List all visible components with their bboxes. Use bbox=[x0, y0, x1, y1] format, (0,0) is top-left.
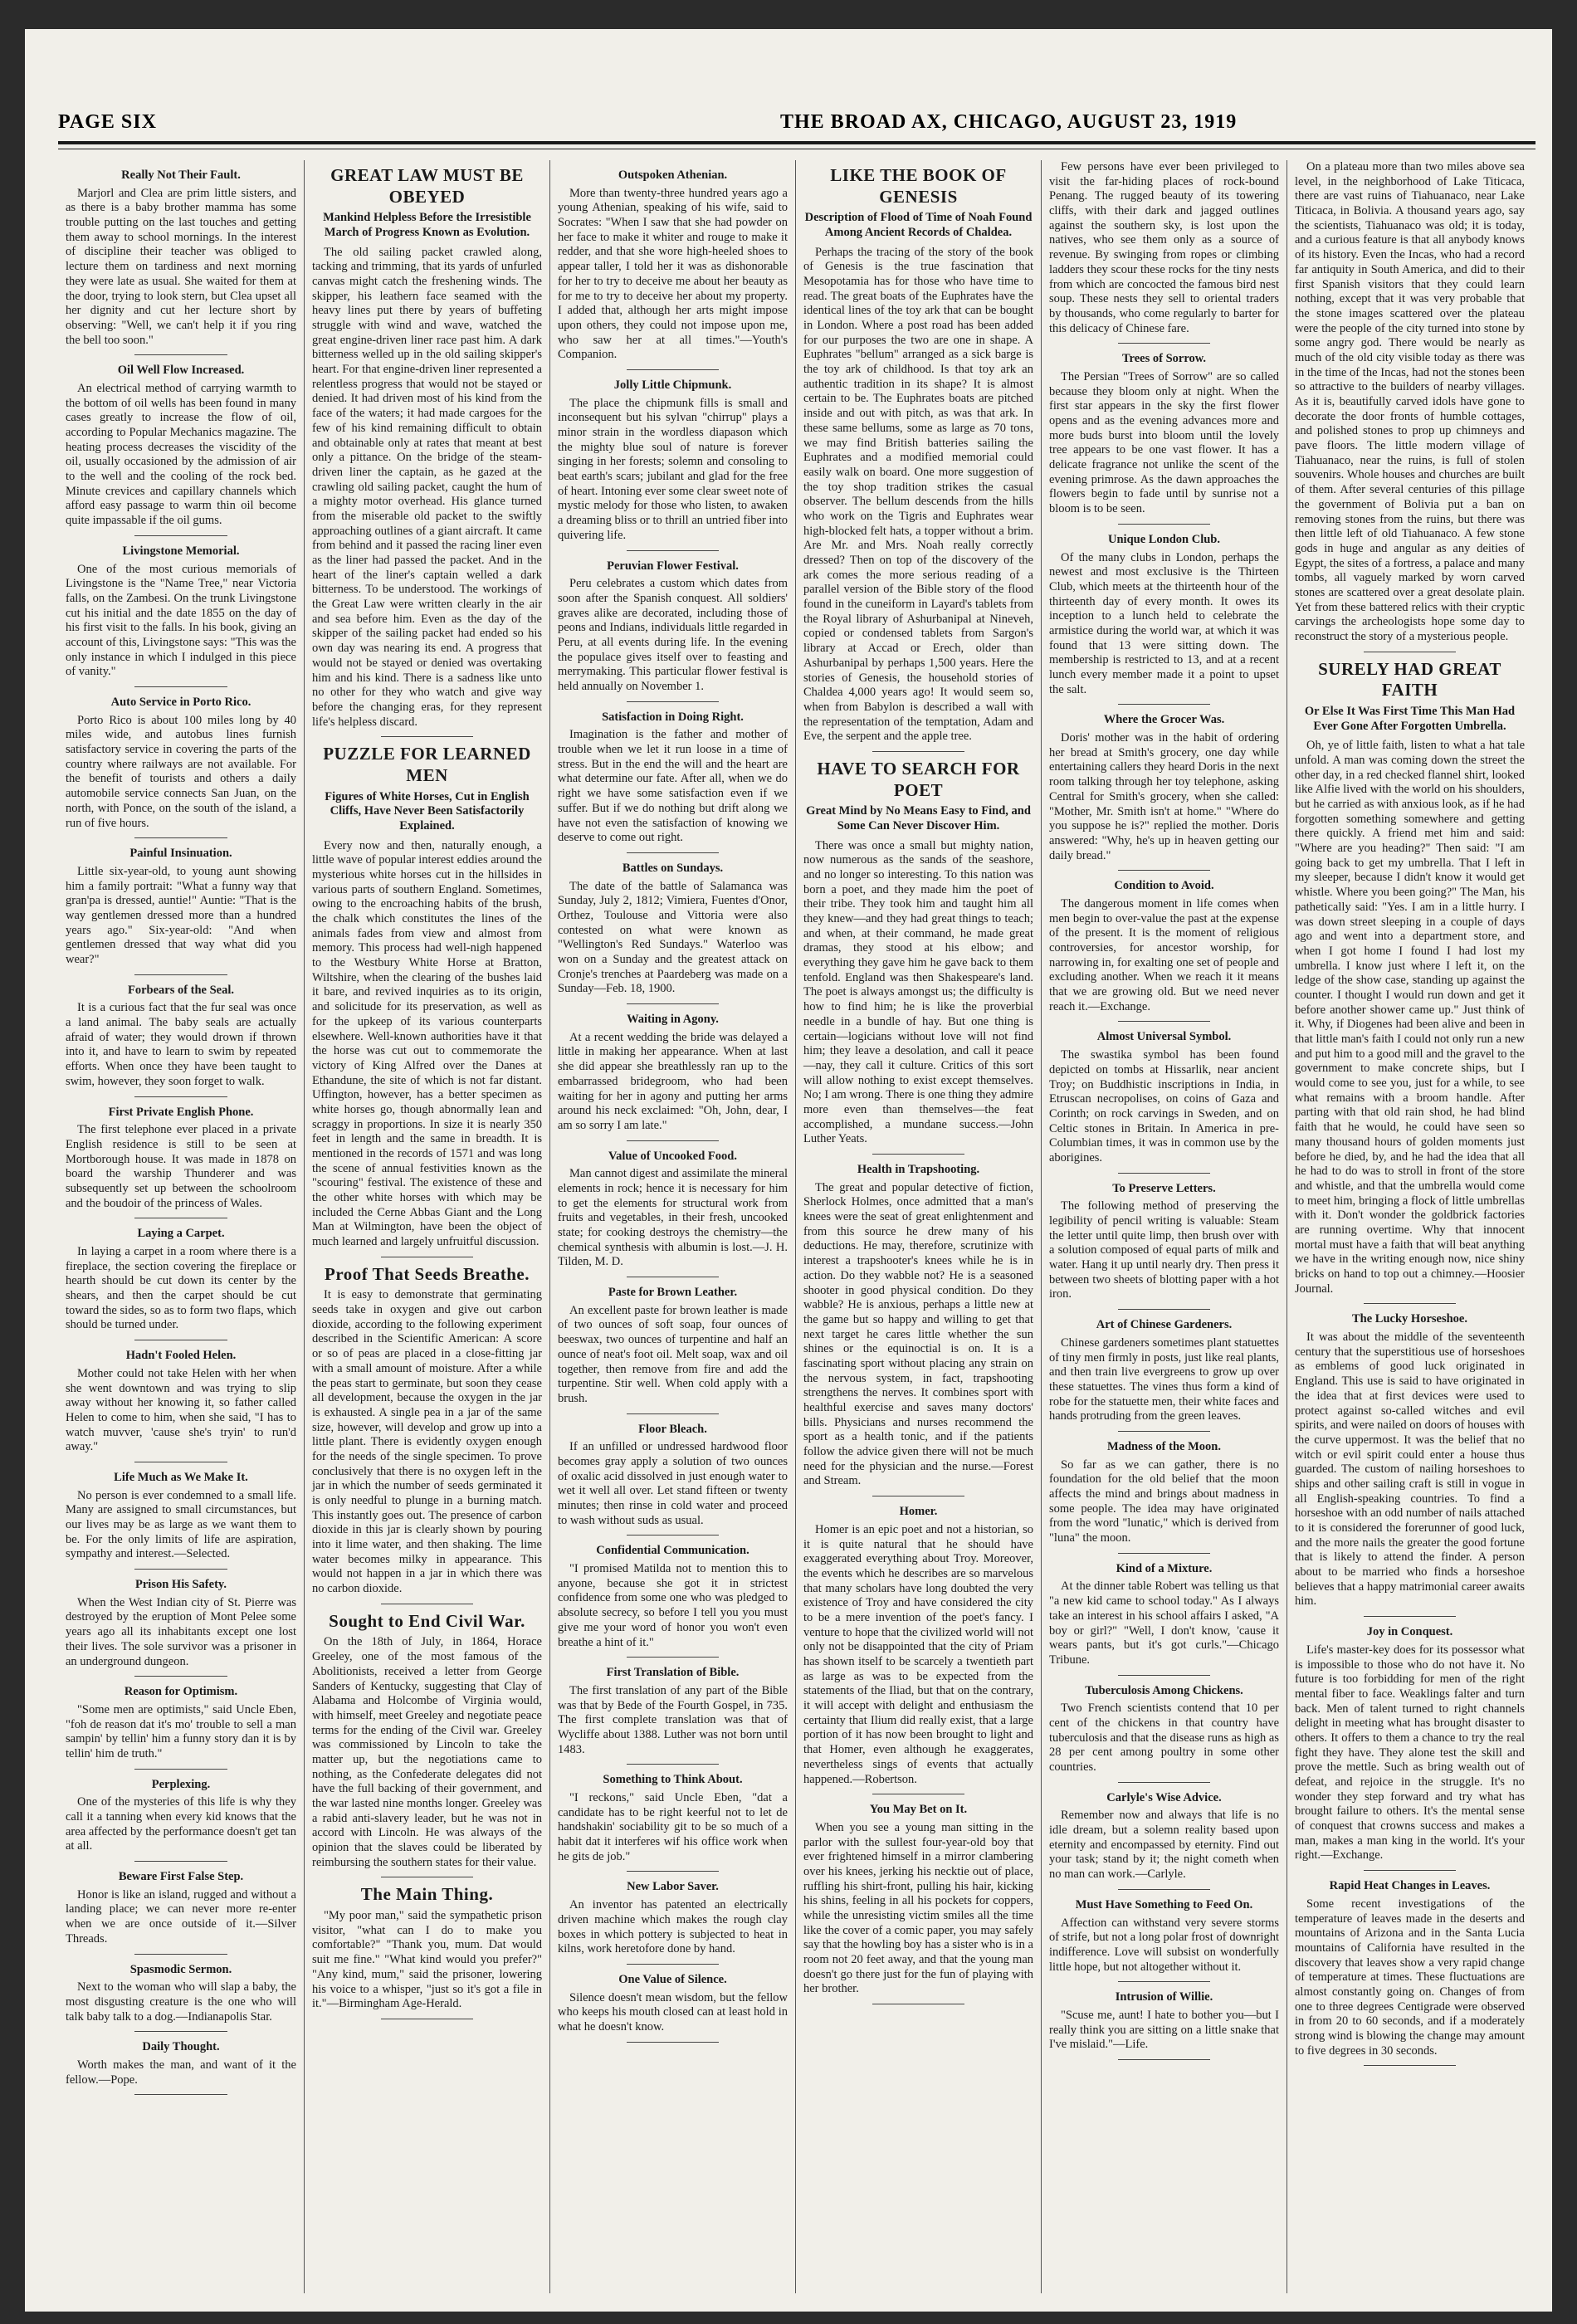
article-body: Two French scientists contend that 10 per cent of the chickens in that country have tuberculosis and that the disease runs as high as 28 per cent among poultry in some other countries. bbox=[1049, 1702, 1279, 1774]
article-heading: Health in Trapshooting. bbox=[857, 1163, 980, 1176]
article bbox=[1049, 1684, 1279, 1783]
article bbox=[803, 1803, 1033, 2004]
article bbox=[558, 1286, 788, 1414]
article-heading: First Translation of Bible. bbox=[606, 1666, 740, 1680]
article-heading: Waiting in Agony. bbox=[627, 1013, 719, 1027]
article bbox=[66, 544, 296, 687]
article bbox=[66, 1349, 296, 1462]
article-heading: Satisfaction in Doing Right. bbox=[602, 710, 744, 724]
article-divider bbox=[134, 1769, 227, 1770]
article-heading: Homer. bbox=[899, 1505, 938, 1519]
article-body: It is a curious fact that the fur seal was once a land animal. The baby seals are actually afraid of water; they would drown if thrown into it, and have to learn to swim by repeated efforts. When once they have been taught to swim, however, they soon forget to walk. bbox=[66, 1001, 296, 1088]
article bbox=[1049, 1791, 1279, 1890]
article-heading: Carlyle's Wise Advice. bbox=[1106, 1790, 1222, 1804]
article-heading: Spasmodic Sermon. bbox=[129, 1962, 232, 1976]
article-heading: Madness of the Moon. bbox=[1107, 1439, 1221, 1453]
column-3 bbox=[549, 160, 795, 2293]
article-divider bbox=[134, 354, 227, 355]
article-heading: Almost Universal Symbol. bbox=[1096, 1030, 1232, 1044]
article-heading: Hadn't Fooled Helen. bbox=[125, 1349, 237, 1363]
article-divider bbox=[627, 1964, 719, 1965]
article bbox=[558, 1423, 788, 1536]
article-body: Man cannot digest and assimilate the mineral elements in rock; hence it is necessary for him to get the elements for structural work from fruits and vegetables, in their fresh, uncooked state; for cooking destroys the chemistry—the chemical synthesis with albumin is lost.—J. H. Tilden, M. D. bbox=[558, 1167, 788, 1269]
article bbox=[1295, 1879, 1525, 2066]
article bbox=[1049, 1318, 1279, 1432]
article-body: The Persian "Trees of Sorrow" are so called because they bloom only at night. When the first star appears in the sky the first flower opens and as the evening advances more and more buds burst into bloom until the lovely tree appears to be one vast flower. It has a delicate fragrance not unlike the scent of the evening primrose. As the dawn approaches the flowers begin to fade until by sunrise not a bloom is to be seen. bbox=[1049, 369, 1279, 516]
article bbox=[1049, 713, 1279, 871]
article-divider bbox=[1118, 1553, 1210, 1554]
article bbox=[558, 1013, 788, 1141]
article-divider bbox=[627, 1871, 719, 1872]
article-headline: Proof That Seeds Breathe. bbox=[325, 1263, 530, 1284]
article bbox=[558, 1150, 788, 1278]
article-divider bbox=[134, 974, 227, 975]
article-divider bbox=[872, 1154, 964, 1155]
article-heading: The Lucky Horseshoe. bbox=[1352, 1312, 1467, 1326]
article-body: The date of the battle of Salamanca was Sunday, July 2, 1812; Vimiera, Fuentes d'Onor, Orthez, Toulouse and Vittoria were also contested on what were known as "Wellington's Red Sundays." Waterloo was won on a Sunday and the greatest attack on Cronje's trenches at Paardeberg was made on a Sunday—Feb. 18, 1900. bbox=[558, 879, 788, 996]
article-divider bbox=[627, 1657, 719, 1658]
article bbox=[312, 744, 542, 1257]
article bbox=[803, 1505, 1033, 1794]
article-heading: Peruvian Flower Festival. bbox=[607, 559, 739, 573]
article bbox=[66, 1870, 296, 1954]
article bbox=[558, 1666, 788, 1765]
article-headline: HAVE TO SEARCH FOR POET bbox=[817, 758, 1020, 800]
article-divider bbox=[134, 1676, 227, 1677]
article-divider bbox=[1118, 704, 1210, 705]
article-heading: Really Not Their Fault. bbox=[121, 168, 241, 182]
article-body: Worth makes the man, and want of it the fellow.—Pope. bbox=[66, 2058, 296, 2087]
article-heading: Life Much as We Make It. bbox=[114, 1470, 248, 1484]
columns bbox=[58, 160, 1536, 2293]
article-headline: Sought to End Civil War. bbox=[329, 1610, 525, 1631]
article-body: It was about the middle of the seventeenth century that the superstitious use of horseshoes as emblems of good luck originated in England. This use is said to have originated in the idea that at first devices were used to protect against so-called witches and evil spirits, and were nailed on doors of houses with the curve uppermost. It was the belief that no witch or evil spirit could enter a house thus guarded. The custom of nailing horseshoes to ships and other sailing craft is still in vogue in all English-speaking countries. To find a horseshoe with an odd number of nails attached to it is considered the forerunner of good luck, and the more nails the greater the good fortune that is likely to attend the finder. A person about to be married who finds a horseshoe believes that a happy matrimonial career awaits him. bbox=[1295, 1330, 1525, 1609]
article-heading: Something to Think About. bbox=[603, 1773, 743, 1787]
article-divider bbox=[1364, 2065, 1456, 2066]
article-headline: GREAT LAW MUST BE OBEYED bbox=[330, 165, 524, 207]
article-divider bbox=[1118, 1309, 1210, 1310]
article bbox=[66, 1778, 296, 1862]
article-heading: Perplexing. bbox=[151, 1777, 211, 1791]
article-heading: Joy in Conquest. bbox=[1366, 1625, 1453, 1639]
article bbox=[66, 364, 296, 536]
article-body: The first telephone ever placed in a private English residence is still to be seen at Mortborough house. It was made in 1878 on board the warship Thunderer and was subsequently set up between the schoolroom and the boudoir of the princess of Wales. bbox=[66, 1123, 296, 1210]
article bbox=[312, 1611, 542, 1878]
article-heading: Rapid Heat Changes in Leaves. bbox=[1329, 1879, 1491, 1893]
article-headline: SURELY HAD GREAT FAITH bbox=[1318, 658, 1501, 701]
article-divider bbox=[1118, 524, 1210, 525]
article bbox=[66, 696, 296, 838]
article-divider bbox=[134, 1861, 227, 1862]
article bbox=[66, 168, 296, 355]
article-divider bbox=[1118, 1782, 1210, 1783]
article-heading: Beware First False Step. bbox=[118, 1870, 244, 1884]
article-divider bbox=[627, 852, 719, 853]
article-body: Little six-year-old, to young aunt showing him a family portrait: "What a funny way that gran'pa is dressed, auntie!" Auntie: "That is the way gentlemen dressed more than a hundred years ago." Six-year-old: "And when gentlemen dressed that way what did you wear?" bbox=[66, 864, 296, 966]
article-heading: Intrusion of Willie. bbox=[1115, 1990, 1213, 2004]
article-heading: Condition to Avoid. bbox=[1114, 879, 1214, 893]
article bbox=[66, 1963, 296, 2033]
article-deck: Mankind Helpless Before the Irresistible March of Progress Known as Evolution. bbox=[323, 211, 531, 239]
article-body: Next to the woman who will slap a baby, the most disgusting creature is the one who will talk baby talk to a dog.—Indianapolis Star. bbox=[66, 1980, 296, 2024]
article-heading: Unique London Club. bbox=[1108, 532, 1220, 546]
article bbox=[312, 1264, 542, 1604]
article-heading: Value of Uncooked Food. bbox=[608, 1149, 737, 1163]
article-deck: Figures of White Horses, Cut in English Cliffs, Have Never Been Satisfactorily Explained. bbox=[325, 789, 530, 832]
article-deck: Description of Flood of Time of Noah Found Among Ancient Records of Chaldea. bbox=[804, 211, 1033, 239]
article-body: Marjorl and Clea are prim little sisters, and as there is a baby brother mamma has some trouble putting on the last touches and getting them away to school mornings. In the interest of discipline their teacher was obliged to lecture them on tardiness and next morning they were late as usual. She waited for them at the door, trying to look stern, but Clea upset all her dignity and cut her lecture short by observing: "Well, we can't help it if you ring the bell too soon." bbox=[66, 186, 296, 347]
article-heading: Confidential Communication. bbox=[596, 1544, 749, 1558]
article-body: "I reckons," said Uncle Eben, "dat a candidate has to be right keerful not to let de handshakin' sociability git to be so much of a habit dat it interferes wif his office work when he gits de job." bbox=[558, 1791, 788, 1863]
article bbox=[66, 1578, 296, 1677]
article-divider bbox=[1118, 343, 1210, 344]
article bbox=[312, 1884, 542, 2019]
article-body: On a plateau more than two miles above sea level, in the neighborhood of Lake Titicaca, there are vast ruins of Tiahuanaco, near Lake Titicaca, in Bolivia. A thousand years ago, say the scientists, Tiahuanaco was old; it is today, and a curious feature is that all anybody knows of its history. Even the Incas, who had a record far antiquity in South America, and did to their first Spanish visitors that they could learn nothing, except that it was very probable that the stone images scattered over the plateau were the people of the city turned into stone by some angry god. There would be nearly as much of the old city visible today as there was in the time of the Incas, had not the stones been so attractive to the builders of nearby villages. As it is, beautifully carved idols have gone to decorate the door fronts of humble cottages, and polished stones to prop up chimneys and pave floors. The little modern village of Tiahuanaco, near the ruins, is full of stolen souvenirs. Whole houses and churches are built of them. After several centuries of this pillage the government of Bolivia put a ban on removing stones from the ruins, but there was then little left of old Tiahuanaco. A few stone gods in huge and angular as any deities of Egypt, the sites of a fortress, a palace and many tombs, all vaguely marked by worn carved stones are scattered over a great desolate plain. Yet from these battered relics with their cryptic carvings the archeologists hope some day to reconstruct the story of a mysterious people. bbox=[1295, 160, 1525, 643]
article bbox=[1049, 1440, 1279, 1554]
article-divider bbox=[627, 369, 719, 370]
article-body: Mother could not take Helen with her when she went downtown and was trying to slip away without her knowing it, so father called Helen to come to him, when she said, "I has to watch muvver, 'cause she's tryin' to run'd away." bbox=[66, 1366, 296, 1454]
article-heading: Kind of a Mixture. bbox=[1116, 1561, 1213, 1575]
article-deck: Great Mind by No Means Easy to Find, and Some Can Never Discover Him. bbox=[806, 804, 1031, 832]
article-heading: Auto Service in Porto Rico. bbox=[110, 696, 251, 709]
article-body: If an unfilled or undressed hardwood floor becomes gray apply a solution of two ounces of oxalic acid dissolved in just enough water to wet it well all over. Let stand fifteen or twenty minutes; then rinse in cold water and proceed to wash without suds as usual. bbox=[558, 1440, 788, 1527]
column-2 bbox=[304, 160, 549, 2293]
article bbox=[66, 1685, 296, 1769]
article-divider bbox=[134, 2094, 227, 2095]
article bbox=[1049, 160, 1279, 344]
article-body: Chinese gardeners sometimes plant statuettes of tiny men firmly in posts, just like real plants, and then train live evergreens to grow up over these statuettes. The vines thus form a kind of robe for the statuette men, their white faces and hands protruding from the green leaves. bbox=[1049, 1335, 1279, 1423]
article-divider bbox=[872, 751, 964, 752]
article-body: "I promised Matilda not to mention this to anyone, because she got it in strictest confidence from some one who was pledged to absolute secrecy, so before I tell you you must give me your word of honor you won't even breathe a hint of it." bbox=[558, 1562, 788, 1649]
article-divider bbox=[1118, 1889, 1210, 1890]
article-body: Every now and then, naturally enough, a little wave of popular interest eddies around the mysterious white horses cut in the hillsides in various parts of southern England. Sometimes, owing to the encroaching habits of the brush, the chalk which constitutes the lines of the animals fades from view and almost from memory. This process had well-nigh happened to the Westbury White Horse at Bratton, Wiltshire, when the clearing of the bushes laid it bare, and revived inquiries as to its origin, and solicitude for its preservation, as well as for the upkeep of its various counterparts elsewhere. Well-known authorities have it that the horse was cut out to commemorate the victory of King Alfred over the Danes at Ethandune, the site of which is not far distant. Uffington, however, has a better specimen as white horses go, though abnormally lean and scraggy in proportions. In size it is nearly 350 feet in length and the same in breadth. It is mentioned in the records of 1571 and was long the scene of annual festivities known as the "scouring" festival. The existence of these and the other white horses with which may be included the Cerne Abbas Giant and the Long Man at Wilmington, have been the object of much learned and largely unfruitful discussion. bbox=[312, 838, 542, 1249]
article-heading: Must Have Something to Feed On. bbox=[1075, 1897, 1253, 1911]
article-divider bbox=[627, 1140, 719, 1141]
article-body: "Some men are optimists," said Uncle Eben, "foh de reason dat it's mo' trouble to sell a man sampin' by tellin' him a funny story dan it is by tellin' him de truth." bbox=[66, 1702, 296, 1760]
column-4 bbox=[795, 160, 1041, 2293]
article-body: More than twenty-three hundred years ago a young Athenian, speaking of his wife, said to Socrates: "When I saw that she had powder on her face to make it whiter and rouge to make it redder, and that she wore high-heeled shoes to appear taller, I told her it was as dishonorable for her to try to deceive me about her beauty as for me to try to deceive her about my property. I added that, although her arts might impose upon others, they could not impose upon me, who saw her at all times."—Youth's Companion. bbox=[558, 186, 788, 362]
article-heading: Tuberculosis Among Chickens. bbox=[1085, 1683, 1243, 1697]
article-divider bbox=[1118, 870, 1210, 871]
article-heading: Laying a Carpet. bbox=[137, 1227, 225, 1241]
article bbox=[558, 378, 788, 551]
article bbox=[803, 759, 1033, 1155]
article bbox=[66, 1106, 296, 1219]
article-heading: Painful Insinuation. bbox=[129, 847, 232, 861]
newspaper-page bbox=[25, 29, 1552, 2312]
article-headline: PUZZLE FOR LEARNED MEN bbox=[323, 744, 531, 785]
article-body: At the dinner table Robert was telling us that "a new kid came to school today." As I always take an interest in his school affairs I asked, "A boy or girl?" "Well, I don't know, 'cause it wears pants, but it's got curls."—Chicago Tribune. bbox=[1049, 1579, 1279, 1667]
article-heading: Outspoken Athenian. bbox=[618, 168, 728, 182]
article-body: Few persons have ever been privileged to visit the far-hiding places of rock-bound Penang. The rugged beauty of its towering cliffs, with their dark and jagged outlines against the southern sky, is lost upon the natives, who see them only as a source of revenue. By swinging from ropes or climbing ladders they scour these rocks for the tiny nests from which are concocted the famous bird nest soup. These nests they sell to oriental traders by thousands, who come regularly to barter for this delicacy of Chinese fare. bbox=[1049, 160, 1279, 335]
article bbox=[1049, 352, 1279, 525]
article-body: The place the chipmunk fills is small and inconsequent but his sylvan "chirrup" plays a minor strain in the wordless diapason which the mighty blue soul of nature is forever singing in her forests; solemn and consoling to beat earth's scars; jubilant and glad for the free of heart. Intoning ever some clear sweet note of mystic melody for those who listen, to awaken a dreaming bliss or to thrill an untried fiber into quivering life. bbox=[558, 396, 788, 542]
article-heading: Paste for Brown Leather. bbox=[608, 1286, 738, 1300]
article-divider bbox=[627, 1764, 719, 1765]
article-body: Honor is like an island, rugged and without a landing place; we can never more re-enter when we are once outside of it.—Silver Threads. bbox=[66, 1887, 296, 1946]
article bbox=[1049, 1990, 1279, 2060]
article bbox=[1049, 1182, 1279, 1311]
article-body: There was once a small but mighty nation, now numerous as the sands of the seashore, and no longer so interesting. To this nation was born a poet, and they made him the poet of their tribe. They took him and taught him all they knew—and they had great things to teach; and when, at their command, he made great dramas, they stood at his elbow; and everything they gave him he gave back to them tenfold. England was then Shakespeare's land. The poet is always amongst us; the difficulty is how to find him; he is like the proverbial needle in a bundle of hay. But one thing is certain—logicians without love will not find him; they leave a desolation, and call it peace—nay, they call it culture. Critics of this sort will allow nothing to exist except themselves. No; I am wrong. There is one thing they admire more even than themselves—the feat accomplished, a mundane success.—John Luther Yeats. bbox=[803, 838, 1033, 1146]
article-body: The dangerous moment in life comes when men begin to over-value the past at the expense of the present. It is the moment of religious controversies, for ancestor worship, for narrowing in, for exalting one set of people and excluding another. When we reach it it means that we are growing old. But we need never reach it.—Exchange. bbox=[1049, 896, 1279, 1013]
article-body: It is easy to demonstrate that germinating seeds take in oxygen and give out carbon dioxide, according to the following experiment described in the Scientific American: A score or so of peas are placed in a close-fitting jar with a small amount of moisture. After a while the peas start to germinate, but soon they cease all development, because the oxygen in the jar is exhausted. A single pea in a jar of the same size, however, will develop and grow up into a little plant. There is evidently oxygen enough for the needs of the single specimen. To prove conclusively that there is no oxygen left in the jar in which the number of seeds germinated it is only needful to plunge in a burning match. This instantly goes out. The presence of carbon dioxide in this jar is clearly shown by pouring into it lime water, and then shaking. The lime water becomes milky in appearance. This would not happen in a jar in which there was no carbon dioxide. bbox=[312, 1288, 542, 1596]
article-divider bbox=[134, 1569, 227, 1570]
article-divider bbox=[627, 1413, 719, 1414]
article-divider bbox=[134, 686, 227, 687]
article-heading: New Labor Saver. bbox=[627, 1880, 719, 1894]
article-body: In laying a carpet in a room where there is a fireplace, the section covering the fireplace or hearth should be cut down its center by the shears, and then the carpet should be cut toward the sides, so as to form two flaps, which should be turned under. bbox=[66, 1245, 296, 1332]
article-body: The swastika symbol has been found depicted on tombs at Hissarlik, near ancient Troy; on Buddhistic inscriptions in India, in Etruscan necropolises, on coins of Gaza and Corinth; on rock carvings in Sweden, and on Celtic stones in Britain. In America in pre-Columbian times, it was in common use by the aborigines. bbox=[1049, 1048, 1279, 1164]
article bbox=[558, 862, 788, 1004]
column-1 bbox=[58, 160, 304, 2293]
column-6 bbox=[1286, 160, 1532, 2293]
article bbox=[1049, 1898, 1279, 1982]
page-label: PAGE SIX bbox=[58, 111, 157, 133]
article-body: So far as we can gather, there is no foundation for the old belief that the moon affects the mind and brings about madness in some people. The idea may have originated from the word "lunatic," which is derived from "luna" the moon. bbox=[1049, 1457, 1279, 1545]
article-divider bbox=[627, 1535, 719, 1536]
article bbox=[1049, 533, 1279, 706]
article-body: Peru celebrates a custom which dates from soon after the Spanish conquest. All soldiers' graves alike are decorated, including those of peons and Indians, individuals little regarded in Peru, at all events during life. In the evening the populace gives itself over to feasting and merrymaking. This particular flower festival is held annually on November 1. bbox=[558, 577, 788, 693]
article-body: The following method of preserving the legibility of pencil writing is valuable: Steam the letter until quite limp, then brush over with a solution composed of equal parts of milk and water. Hang it up until nearly dry. Then press it between two sheets of blotting paper with a hot iron. bbox=[1049, 1199, 1279, 1301]
article-divider bbox=[1364, 1616, 1456, 1617]
article-divider bbox=[1118, 2059, 1210, 2060]
article-divider bbox=[134, 535, 227, 536]
article-divider bbox=[1118, 1675, 1210, 1676]
article bbox=[1295, 659, 1525, 1305]
article-body: The first translation of any part of the Bible was that by Bede of the Fourth Gospel, in 735. The first complete translation was that of Wycliffe about 1388. Luther was not born until 1483. bbox=[558, 1683, 788, 1756]
article-body: At a recent wedding the bride was delayed a little in making her appearance. When at last she did appear she breathlessly ran up to the embarrassed bridegroom, who had been waiting for her in agony and putting her arms around his neck exclaimed: "Oh, John, dear, I am so sorry I am late." bbox=[558, 1030, 788, 1132]
article-heading: Reason for Optimism. bbox=[124, 1685, 238, 1699]
article-divider bbox=[134, 1096, 227, 1097]
article-body: When the West Indian city of St. Pierre was destroyed by the eruption of Mont Pelee some years ago all its inhabitants except one lost their lives. The sole survivor was a prisoner in an underground dungeon. bbox=[66, 1595, 296, 1668]
article-divider bbox=[1364, 1870, 1456, 1871]
column-5 bbox=[1041, 160, 1286, 2293]
article bbox=[66, 984, 296, 1097]
article-body: Affection can withstand very severe storms of strife, but not a long polar frost of downright indifference. Love will subsist on wonderfully little hope, but not altogether without it. bbox=[1049, 1916, 1279, 1974]
article-deck: Or Else It Was First Time This Man Had Ever Gone After Forgotten Umbrella. bbox=[1304, 704, 1516, 733]
article-divider bbox=[1118, 1981, 1210, 1982]
article-body: An electrical method of carrying warmth to the bottom of oil wells has been found in many cases greatly to increase the flow of oil, according to Popular Mechanics magazine. The heating process decreases the viscidity of the oil, usually occasioned by the admission of air to the well and the cooling of the rock bed. Minute crevices and capillary channels which afford easy passage to warm thin oil become quite impassable if the oil gums. bbox=[66, 381, 296, 528]
article bbox=[558, 1773, 788, 1872]
article-divider bbox=[627, 1003, 719, 1004]
article-heading: Prison His Safety. bbox=[135, 1578, 227, 1592]
article-heading: Where the Grocer Was. bbox=[1103, 713, 1225, 727]
article-body: The great and popular detective of fiction, Sherlock Holmes, once admitted that a man's knees were the seat of great enlightenment and from this source he drew many of his deductions. He may, therefore, scrutinize with interest a trapshooter's knees while he is in action. Do they wabble not? He is a seasoned shooter in good physical condition. Do they wabble? He is anxious, perhaps a little new at the game but so happy and willing to get that next target he cares little whether the sun shines or the equinoctial is on. It is a fascinating sport without placing any strain on the nervous system, in fact, trapshooting strengthens the nerves. It combines sport with healthful exercise and saves many doctors' bills. Physicians and nurses recommend the sport as a health tonic, and if the patients follow the advice given there will not be much need for the physician and the nurse.—Forest and Stream. bbox=[803, 1180, 1033, 1488]
article-body: Oh, ye of little faith, listen to what a hat tale unfold. A man was coming down the street the other day, in a red checked flannel shirt, looked like Alfie lived with the world on his shoulders, but he carried as with anxious look, as if he had forgotten something somewhere and getting there quickly. A friend met him and said: "Where are you heading?" Then said: "I am going back to get my umbrella. That I left in my sleeper, because I didn't know it would get whistle. Where you been going?" The Man, his pathetically said: "Yes. I am in a little hurry. I was down street sleeping in a couple of days ago and went into a department store, and when I got home I found I had lost my umbrella. I know just where I left it, on the ledge of the show case, standing up against the counter. I thought I would run down and get it before another shower came up." Just think of it. Why, if Diogenes had been alive and been in that little man's faith I could not only run a new and put him to a good mill and the gravel to the government to make concrete ships, but I would come to see you, just for a while, to see what remains with a broom handle. After parting with that old rain shod, he had blind faith that he would, he could have seen so many thousand hours of golden moments just before he died, by, and he had the idea that all he had to do was to stroll in front of the store and whistle, and that the umbrella would come to meet him, bringing a flock of little umbrellas with it. Don't wonder the goldbrick factories are running overtime. Why that innocent mortal must have a faith that will beat anything we have in the writing enough now, nice shiny bricks on hand to top out a chimney.—Hoosier Journal. bbox=[1295, 739, 1525, 1296]
article-body: Doris' mother was in the habit of ordering her bread at Smith's grocery, one day while entertaining callers they heard Doris in the next room talking through her toy telephone, asking Central for Smith's grocery, when she called: "Mother, Mr. Smith isn't at home." "Where do you suppose he is?" replied the mother. Doris answered: "Why, he's up in heaven getting our daily bread." bbox=[1049, 731, 1279, 862]
article bbox=[558, 1973, 788, 2043]
article-body: Porto Rico is about 100 miles long by 40 miles wide, and autobus lines furnish satisfactory service in covering the parts of the country where railways are not available. For the benefit of tourists and others a daily automobile service connects San Juan, on the north, with Ponce, on the south of the island, a run of five hours. bbox=[66, 713, 296, 830]
article-divider bbox=[627, 701, 719, 702]
article-body: The old sailing packet crawled along, tacking and trimming, that its yards of unfurled canvas might catch the freshening winds. The skipper, his leathern face seamed with the heavy lines put there by years of buffeting struggle with wind and wave, watched the great engine-driven liner race past him. A dark bitterness welled up in the old sailing skipper's heart. For that engine-driven liner represented a relentless progress that would not be stayed or denied. It had driven most of his kind from the face of the waters; it had made cargoes for the few of his kind remaining difficult to obtain and obtainable only at rates that meant at best only a pittance. On the bridge of the steam-driven liner the captain, as he gazed at the crawling old sailing packet, caught the hum of a mighty motor overhead. His glance turned from the miserable old packet to the swiftly approaching outlines of a giant aircraft. It came from behind and it passed the racing liner even as the liner had passed the packet. And in the heart of the liner's captain welled a dark bitterness. To be understood. The workings of the Great Law were written clearly in the air and sea before him. Even as the day of the skipper of the sailing packet had ended so his own day was nearing its end. A progress that would not be stayed or denied was overtaking him and his kind. There is a sadness like unto no other for they who watch and give way before the changing eras, for they represent life's helpless discard. bbox=[312, 245, 542, 729]
article-body: Imagination is the father and mother of trouble when we let it run loose in a time of stress. But in the end the will and the heart are what determine our fate. After all, when we do right we have some satisfaction even if we suffer. But if we do nothing but drift along we have not even the satisfaction of knowing we deserve to come out right. bbox=[558, 728, 788, 845]
article bbox=[558, 1544, 788, 1658]
article-divider bbox=[1118, 1431, 1210, 1432]
article-heading: Daily Thought. bbox=[142, 2040, 220, 2054]
article bbox=[558, 1880, 788, 1964]
article-body: "My poor man," said the sympathetic prison visitor, "what can I do to make you comfortable?" "Thank you, mum. Dat would suit me fine." "What kind would you prefer?" "Any kind, mum," said the prisoner, lowering his voice to a whisper, "just so it's got a file in it."—Birmingham Age-Herald. bbox=[312, 1909, 542, 2011]
article-body: Some recent investigations of the temperature of leaves made in the deserts and mountains of Arizona and in the Santa Lucia mountains of California have resulted in the discovery that leaves show a very rapid change of temperature at times. These fluctuations are almost constantly going on. Changes of from one to three degrees Centigrade were observed in from 20 to 60 seconds, and if a moderately strong wind is blowing the change may amount to five degrees in 30 seconds. bbox=[1295, 1897, 1525, 2058]
article-body: When you see a young man sitting in the parlor with the sullest four-year-old boy that ever frightened himself in a mirror clambering over his knees, jerking his necktie out of place, ruffling his shirt-front, pulling his hair, kicking his shins, feeling in all his pockets for coppers, while the unresisting victim smiles all the time like the cover of a comic paper, you may safely say that the howling boy has a sister who is in a room not 20 feet away, and that the young man doesn't go there just for the fun of playing with her brother. bbox=[803, 1820, 1033, 1996]
article-body: "Scuse me, aunt! I hate to bother you—but I really think you are sitting on a little snake that I've mislaid."—Life. bbox=[1049, 2008, 1279, 2052]
article-heading: First Private English Phone. bbox=[108, 1105, 254, 1119]
article-divider bbox=[627, 2042, 719, 2043]
article-heading: Floor Bleach. bbox=[638, 1422, 707, 1436]
article-body: Perhaps the tracing of the story of the book of Genesis is the true fascination that Mesopotamia has for those who have time to read. The great boats of the Euphrates have the identical lines of the toy ark that can be bought in London. Where a post road has been added for our purposes the two are one in shape. A Euphrates "bellum" arranged as a sick barge is the toy ark of childhood. Is that toy ark an authentic tradition in its shape? It is almost certain to be. The Euphrates boats are pitched inside and out with pitch, as was that ark. In these same bellums, some as large as 70 tons, we may find British batteries sailing the Euphrates and a modified memorial could easily walk on board. One more suggestion of the toy shop tradition strikes the casual observer. The bellum descends from the hills who work on the Tigris and Euphrates wear high-blocked felt hats, a topper without a brim. Are Mr. and Mrs. Noah really correctly dressed? Then on top of the discovery of the ark comes the more serious reading of a parallel version of the Bible story of the flood found in the cuneiform in Layard's tablets from the Royal library of Ashurbanipal at Nineveh, copied or condensed tablets from Sargon's library at Accad or Erech, older than Ashurbanipal by perhaps 1,500 years. Here the stories of Genesis, the household stories of Chaldea 4,000 years ago! It would seem so, when from Babylon is described a wall with the representation of the temptation, Adam and Eve, the serpent and the apple tree. bbox=[803, 245, 1033, 744]
article-heading: Trees of Sorrow. bbox=[1121, 352, 1207, 366]
article-body: An inventor has patented an electrically driven machine which makes the rough clay boxes in which pottery is subjected to heat in kilns, work heretofore done by hand. bbox=[558, 1898, 788, 1956]
article bbox=[803, 1163, 1033, 1496]
article-divider bbox=[627, 550, 719, 551]
article-body: One of the most curious memorials of Livingstone is the "Name Tree," near Victoria falls, on the Zambesi. On the trunk Livingstone cut his initial and the date 1855 on the day of his first visit to the falls. In his book, giving an account of this, Livingstone says: "This was the only instance in which I indulged in this piece of vanity." bbox=[66, 562, 296, 679]
article-divider bbox=[134, 1954, 227, 1955]
article-heading: Livingstone Memorial. bbox=[122, 544, 240, 558]
article-body: Homer is an epic poet and not a historian, so it is quite natural that he should have exaggerated everything about Troy. Moreover, the events which he describes are so marvelous that many scholars have long doubted the very existence of Troy and have considered the city to be a mere invention of the poet's fancy. I venture to hope that the civilized world will not only not be disappointed that the city of Priam has shown itself to be scarcely a twentieth part as large as was to be expected from the statements of the Iliad, but that on the contrary, it will accept with delight and enthusiasm the certainty that Ilium did really exist, that a large portion of it has now been brought to light and that Homer, even although he exaggerates, nevertheless sings of events that actually happened.—Robertson. bbox=[803, 1522, 1033, 1786]
article-heading: Battles on Sundays. bbox=[622, 861, 724, 875]
article-heading: Forbears of the Seal. bbox=[127, 983, 235, 997]
article-heading: One Value of Silence. bbox=[618, 1972, 727, 1986]
article-body: Of the many clubs in London, perhaps the newest and most exclusive is the Thirteen Club, which meets at the thirteenth hour of the thirteenth day of every month. It owes its inception to a lunch held to celebrate the armistice during the world war, at which it was found that 13 were sitting down. The membership is restricted to 13, and at a recent lunch every member made it a point to upset the salt. bbox=[1049, 550, 1279, 696]
article-body: Life's master-key does for its possessor what is impossible to those who do not have it. No future is too forbidding for men of the right mental fiber to face. Weaklings falter and turn back. Men of talent turned to right channels delight in meeting what has brought disaster to others. It offers to them a chance to try the real fight they have. They alone test the skill and prove the mettle. Such as bring wealth out of defeat, and rejoice in the struggle. It's no wonder they step forward and try what has brought failure to others. It's the mental sense of conquest that crowns success and makes a man, makes a man king in the world. It's your right.—Exchange. bbox=[1295, 1643, 1525, 1863]
article-heading: Oil Well Flow Increased. bbox=[117, 364, 245, 378]
article bbox=[1295, 1625, 1525, 1871]
article bbox=[1049, 879, 1279, 1022]
article-body: No person is ever condemned to a small life. Many are assigned to small circumstances, but our lives may be as large as we want them to be. For the only limits of life are aspiration, sympathy and interest.—Selected. bbox=[66, 1488, 296, 1561]
article-divider bbox=[134, 2031, 227, 2032]
article bbox=[1049, 1562, 1279, 1676]
article-heading: Jolly Little Chipmunk. bbox=[613, 378, 732, 392]
article bbox=[312, 165, 542, 737]
article bbox=[558, 559, 788, 702]
article bbox=[66, 1227, 296, 1340]
article-divider bbox=[1118, 1173, 1210, 1174]
article-divider bbox=[134, 837, 227, 838]
article-heading: Art of Chinese Gardeners. bbox=[1096, 1318, 1233, 1332]
article-body: On the 18th of July, in 1864, Horace Greeley, one of the most famous of the Abolitionists, received a letter from George Sanders of Kentucky, suggesting that Clay of Alabama and Holcombe of Virginia would, with himself, meet Greeley and negotiate peace terms for the ending of the Civil war. Greeley was commissioned by Lincoln to take the matter up, but the negotiations came to nothing, as the Confederate delegates did not have the full backing of their government, and the war lasted nine months longer. Greeley was a rabid anti-slavery leader, but he was not in accord with Lincoln. He was always of the opinion that the slaves could be liberated by reimbursing the southern states for their value. bbox=[312, 1635, 542, 1869]
paper-title: THE BROAD AX, CHICAGO, AUGUST 23, 1919 bbox=[780, 111, 1238, 133]
article-divider bbox=[1118, 1021, 1210, 1022]
article bbox=[558, 710, 788, 853]
article bbox=[66, 2040, 296, 2095]
article bbox=[803, 165, 1033, 752]
article-heading: To Preserve Letters. bbox=[1112, 1181, 1216, 1195]
article-body: One of the mysteries of this life is why they call it a tanning when every kid knows that the area affected by the performance doesn't get tan at all. bbox=[66, 1795, 296, 1853]
article-body: Remember now and always that life is no idle dream, but a solemn reality based upon eternity and encompassed by eternity. Find out your task; stand by it; the night cometh when no man can work.—Carlyle. bbox=[1049, 1809, 1279, 1882]
article-divider bbox=[1364, 1303, 1456, 1304]
masthead bbox=[58, 108, 1536, 144]
article-body: Silence doesn't mean wisdom, but the fellow who keeps his mouth closed can at least hold in what he doesn't know. bbox=[558, 1990, 788, 2034]
article-headline: The Main Thing. bbox=[360, 1884, 494, 1905]
article bbox=[1295, 1312, 1525, 1617]
article bbox=[1049, 1030, 1279, 1173]
article bbox=[66, 1471, 296, 1570]
article-headline: LIKE THE BOOK OF GENESIS bbox=[830, 165, 1007, 207]
article bbox=[66, 847, 296, 975]
article-body: An excellent paste for brown leather is made of two ounces of soft soap, four ounces of beeswax, two ounces of turpentine and half an ounce of neat's foot oil. Melt soap, wax and oil together, then remove from fire and add the turpentine. Stir well. When cold apply with a brush. bbox=[558, 1303, 788, 1405]
article-divider bbox=[381, 736, 473, 737]
article-heading: You May Bet on It. bbox=[869, 1803, 968, 1817]
article bbox=[1295, 160, 1525, 652]
article bbox=[558, 168, 788, 370]
